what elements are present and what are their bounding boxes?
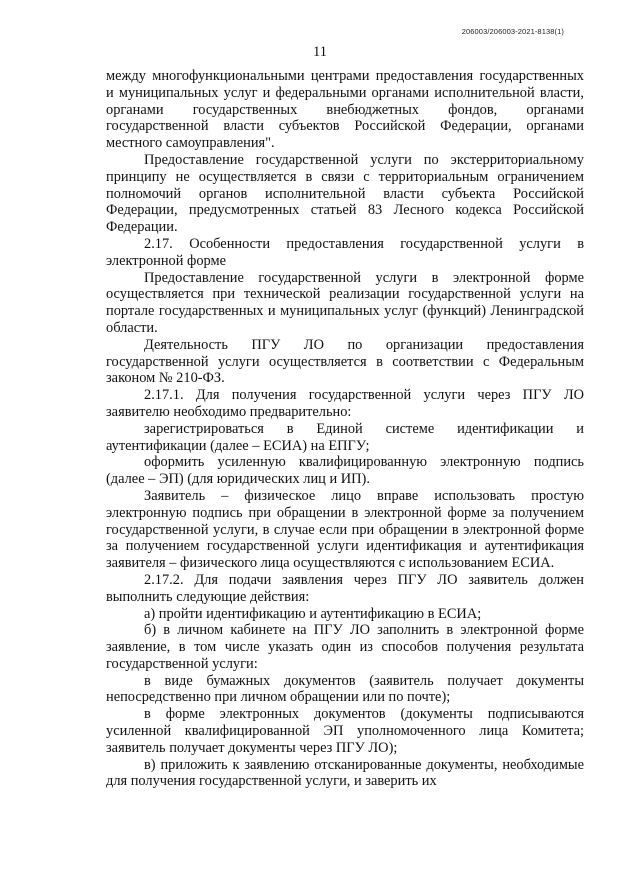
paragraph: Предоставление государственной услуги в электронной форме осуществляется при технической реализации государственной услуги на портале государственных и муниципальных услуг (функций) Ленинградской области. bbox=[106, 269, 584, 336]
list-item: б) в личном кабинете на ПГУ ЛО заполнить в электронной форме заявление, в том числе указать один из способов получения результата государственной услуги: bbox=[106, 622, 584, 672]
list-item: в виде бумажных документов (заявитель получает документы непосредственно при личном обращении или по почте); bbox=[106, 672, 584, 706]
paragraph: Заявитель – физическое лицо вправе использовать простую электронную подпись при обращении в электронной форме за получением государственной услуги, в случае если при обращении в электронной форме за получением государственной услуги идентификация и аутентификация заявителя – физического лица осуществляются с использованием ЕСИА. bbox=[106, 487, 584, 572]
list-item: в) приложить к заявлению отсканированные документы, необходимые для получения государственной услуги, и заверить их bbox=[106, 756, 584, 790]
page-number: 11 bbox=[313, 44, 327, 60]
list-item: оформить усиленную квалифицированную электронную подпись (далее – ЭП) (для юридических лиц и ИП). bbox=[106, 454, 584, 488]
document-id: 206003/206003-2021-8138(1) bbox=[461, 27, 564, 36]
list-item: зарегистрироваться в Единой системе идентификации и аутентификации (далее – ЕСИА) на ЕПГУ; bbox=[106, 420, 584, 454]
paragraph: 2.17.1. Для получения государственной услуги через ПГУ ЛО заявителю необходимо предварительно: bbox=[106, 387, 584, 420]
list-item: а) пройти идентификацию и аутентификацию в ЕСИА; bbox=[144, 605, 482, 622]
paragraph: 2.17.2. Для подачи заявления через ПГУ ЛО заявитель должен выполнить следующие действия: bbox=[106, 571, 584, 605]
paragraph: Предоставление государственной услуги по экстерриториальному принципу не осуществляется в связи с территориальным ограничением полномочий органов исполнительной власти субъекта Российской Федерации, предусмотренных статьей 83 Лесного кодекса Российской Федерации. bbox=[106, 151, 584, 236]
list-item: в форме электронных документов (документы подписываются усиленной квалифицированной ЭП уполномоченного лица Комитета; заявитель получает документы через ПГУ ЛО); bbox=[106, 706, 584, 756]
paragraph: между многофункциональными центрами предоставления государственных и муниципальных услуг и федеральными органами исполнительной власти, органами государственных внебюджетных фондов, органами государственной власти субъектов Российской Федерации, органами местного самоуправления". bbox=[106, 68, 584, 152]
section-heading: 2.17. Особенности предоставления государственной услуги в электронной форме bbox=[106, 235, 584, 269]
document-body bbox=[106, 68, 584, 790]
paragraph: Деятельность ПГУ ЛО по организации предоставления государственной услуги осуществляется в соответствии с Федеральным законом № 210-ФЗ. bbox=[106, 336, 584, 387]
